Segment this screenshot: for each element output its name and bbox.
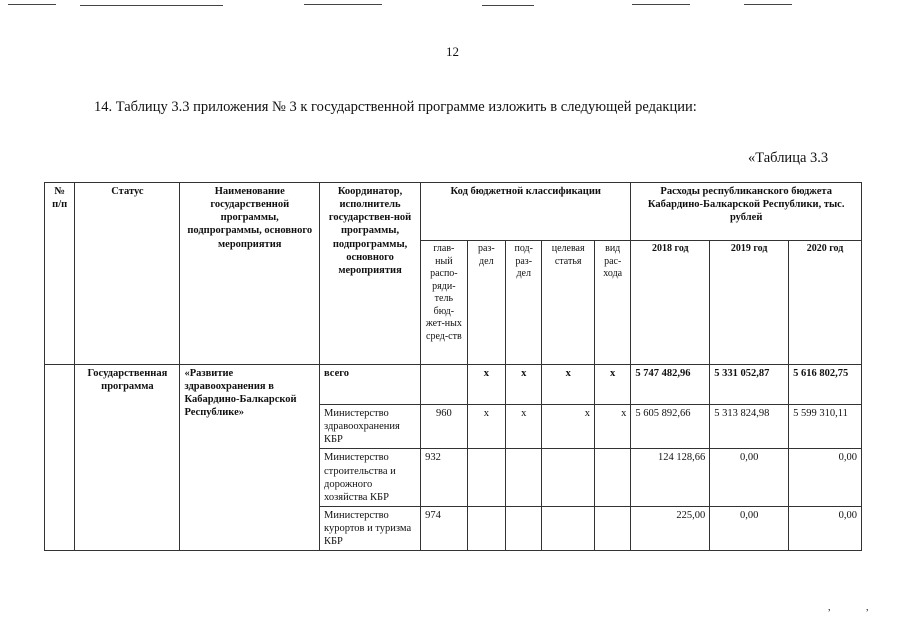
header-podrazdel: под-раз-дел xyxy=(506,241,542,365)
value-2020: 5 599 310,11 xyxy=(789,405,862,449)
value-2020: 0,00 xyxy=(789,506,862,550)
razdel-cell: x xyxy=(467,365,505,405)
header-kbk: Код бюджетной классификации xyxy=(421,183,631,241)
header-celevaya: целевая статья xyxy=(542,241,595,365)
celevaya-cell xyxy=(542,449,595,507)
scan-line xyxy=(744,4,792,5)
header-num: № п/п xyxy=(45,183,75,365)
header-name: Наименование государственной программы, подпрограммы, основного мероприятия xyxy=(180,183,320,365)
podrazdel-cell: x xyxy=(506,405,542,449)
value-2019: 0,00 xyxy=(710,449,789,507)
coordinator-cell: Министерство здравоохранения КБР xyxy=(320,405,421,449)
coordinator-cell: Министерство курортов и туризма КБР xyxy=(320,506,421,550)
razdel-cell xyxy=(467,506,505,550)
value-2019: 0,00 xyxy=(710,506,789,550)
row-num-cell xyxy=(45,365,75,551)
celevaya-cell xyxy=(542,506,595,550)
podrazdel-cell xyxy=(506,506,542,550)
scan-line xyxy=(8,4,56,5)
value-2019: 5 331 052,87 xyxy=(710,365,789,405)
scan-line xyxy=(80,5,223,6)
grbs-cell: 960 xyxy=(421,405,468,449)
grbs-cell: 974 xyxy=(421,506,468,550)
vid-cell: x xyxy=(594,365,630,405)
program-name: «Развитие здравоохранения в Кабардино-Балкарской Республике» xyxy=(180,365,320,551)
budget-table xyxy=(44,182,862,551)
grbs-cell: 932 xyxy=(421,449,468,507)
vid-cell: x xyxy=(594,405,630,449)
value-2018: 225,00 xyxy=(631,506,710,550)
value-2019: 5 313 824,98 xyxy=(710,405,789,449)
vid-cell xyxy=(594,506,630,550)
scan-line xyxy=(304,4,382,5)
header-year-2018: 2018 год xyxy=(631,241,710,365)
podrazdel-cell: x xyxy=(506,365,542,405)
scan-speck: , xyxy=(828,602,831,613)
value-2018: 124 128,66 xyxy=(631,449,710,507)
header-row xyxy=(45,183,862,241)
header-razdel: раз-дел xyxy=(467,241,505,365)
header-year-2019: 2019 год xyxy=(710,241,789,365)
celevaya-cell: x xyxy=(542,405,595,449)
podrazdel-cell xyxy=(506,449,542,507)
table-row xyxy=(45,365,862,405)
value-2018: 5 605 892,66 xyxy=(631,405,710,449)
page-number: 12 xyxy=(446,44,459,59)
header-expenses: Расходы республиканского бюджета Кабардино-Балкарской Республики, тыс. рублей xyxy=(631,183,862,241)
header-grbs: глав-ный распо-ряди-тель бюд-жет-ных сред-ств xyxy=(421,241,468,365)
header-year-2020: 2020 год xyxy=(789,241,862,365)
scan-line xyxy=(482,5,534,6)
table-caption: «Таблица 3.3 xyxy=(748,150,829,166)
razdel-cell xyxy=(467,449,505,507)
value-2020: 0,00 xyxy=(789,449,862,507)
vid-cell xyxy=(594,449,630,507)
razdel-cell: x xyxy=(467,405,505,449)
coordinator-cell: Министерство строительства и дорожного хозяйства КБР xyxy=(320,449,421,507)
celevaya-cell: x xyxy=(542,365,595,405)
header-vid: вид рас-хода xyxy=(594,241,630,365)
header-coordinator: Координатор, исполнитель государствен-ной программы, подпрограммы, основного мероприятия xyxy=(320,183,421,365)
scan-line xyxy=(632,4,690,5)
grbs-cell xyxy=(421,365,468,405)
value-2020: 5 616 802,75 xyxy=(789,365,862,405)
value-2018: 5 747 482,96 xyxy=(631,365,710,405)
coordinator-cell: всего xyxy=(320,365,421,405)
program-status: Государственная программа xyxy=(75,365,180,551)
amendment-text: 14. Таблицу 3.3 приложения № 3 к государственной программе изложить в следующей редакции: xyxy=(94,99,697,115)
scan-speck: , xyxy=(866,602,869,613)
header-status: Статус xyxy=(75,183,180,365)
